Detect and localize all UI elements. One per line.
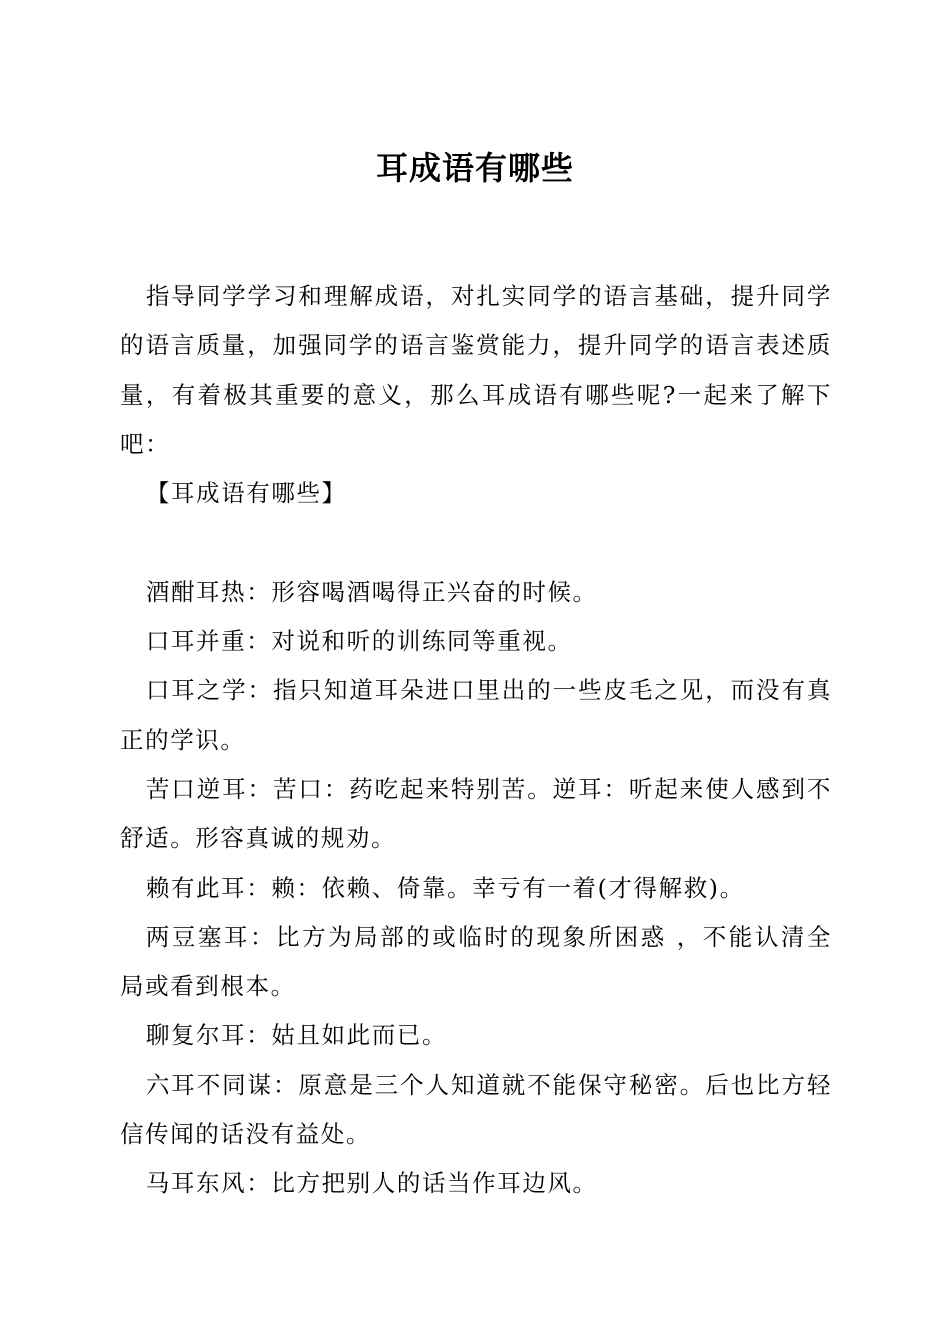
idiom-entry: 马耳东风：比方把别人的话当作耳边风。 (145, 1169, 598, 1198)
intro-paragraph: 指导同学学习和理解成语，对扎实同学的语言基础，提升同学的语言质量，加强同学的语言鉴赏能力，提升同学的语言表述质量，有着极其重要的意义，那么耳成语有哪些呢?一起来了解下吧： (120, 282, 832, 458)
idiom-entry: 酒酣耳热：形容喝酒喝得正兴奋的时候。 (145, 577, 598, 606)
idiom-entry: 口耳并重：对说和听的训练同等重视。 (145, 627, 573, 656)
idiom-entry: 六耳不同谋：原意是三个人知道就不能保守秘密。后也比方轻信传闻的话没有益处。 (120, 1070, 832, 1149)
blank-line (120, 518, 832, 567)
idiom-entry: 聊复尔耳：姑且如此而已。 (145, 1021, 448, 1050)
document-body (120, 272, 832, 1209)
idiom-entry: 口耳之学：指只知道耳朵进口里出的一些皮毛之见，而没有真正的学识。 (120, 676, 832, 754)
idiom-entry: 两豆塞耳：比方为局部的或临时的现象所困惑 ，不能认清全局或看到根本。 (120, 922, 832, 1001)
section-heading: 【耳成语有哪些】 (145, 479, 347, 508)
document-title: 耳成语有哪些 (375, 149, 574, 187)
idiom-entry: 赖有此耳：赖：依赖、倚靠。幸亏有一着(才得解救)。 (145, 873, 745, 902)
idiom-entry: 苦口逆耳：苦口：药吃起来特别苦。逆耳：听起来使人感到不舒适。形容真诚的规劝。 (120, 774, 832, 853)
